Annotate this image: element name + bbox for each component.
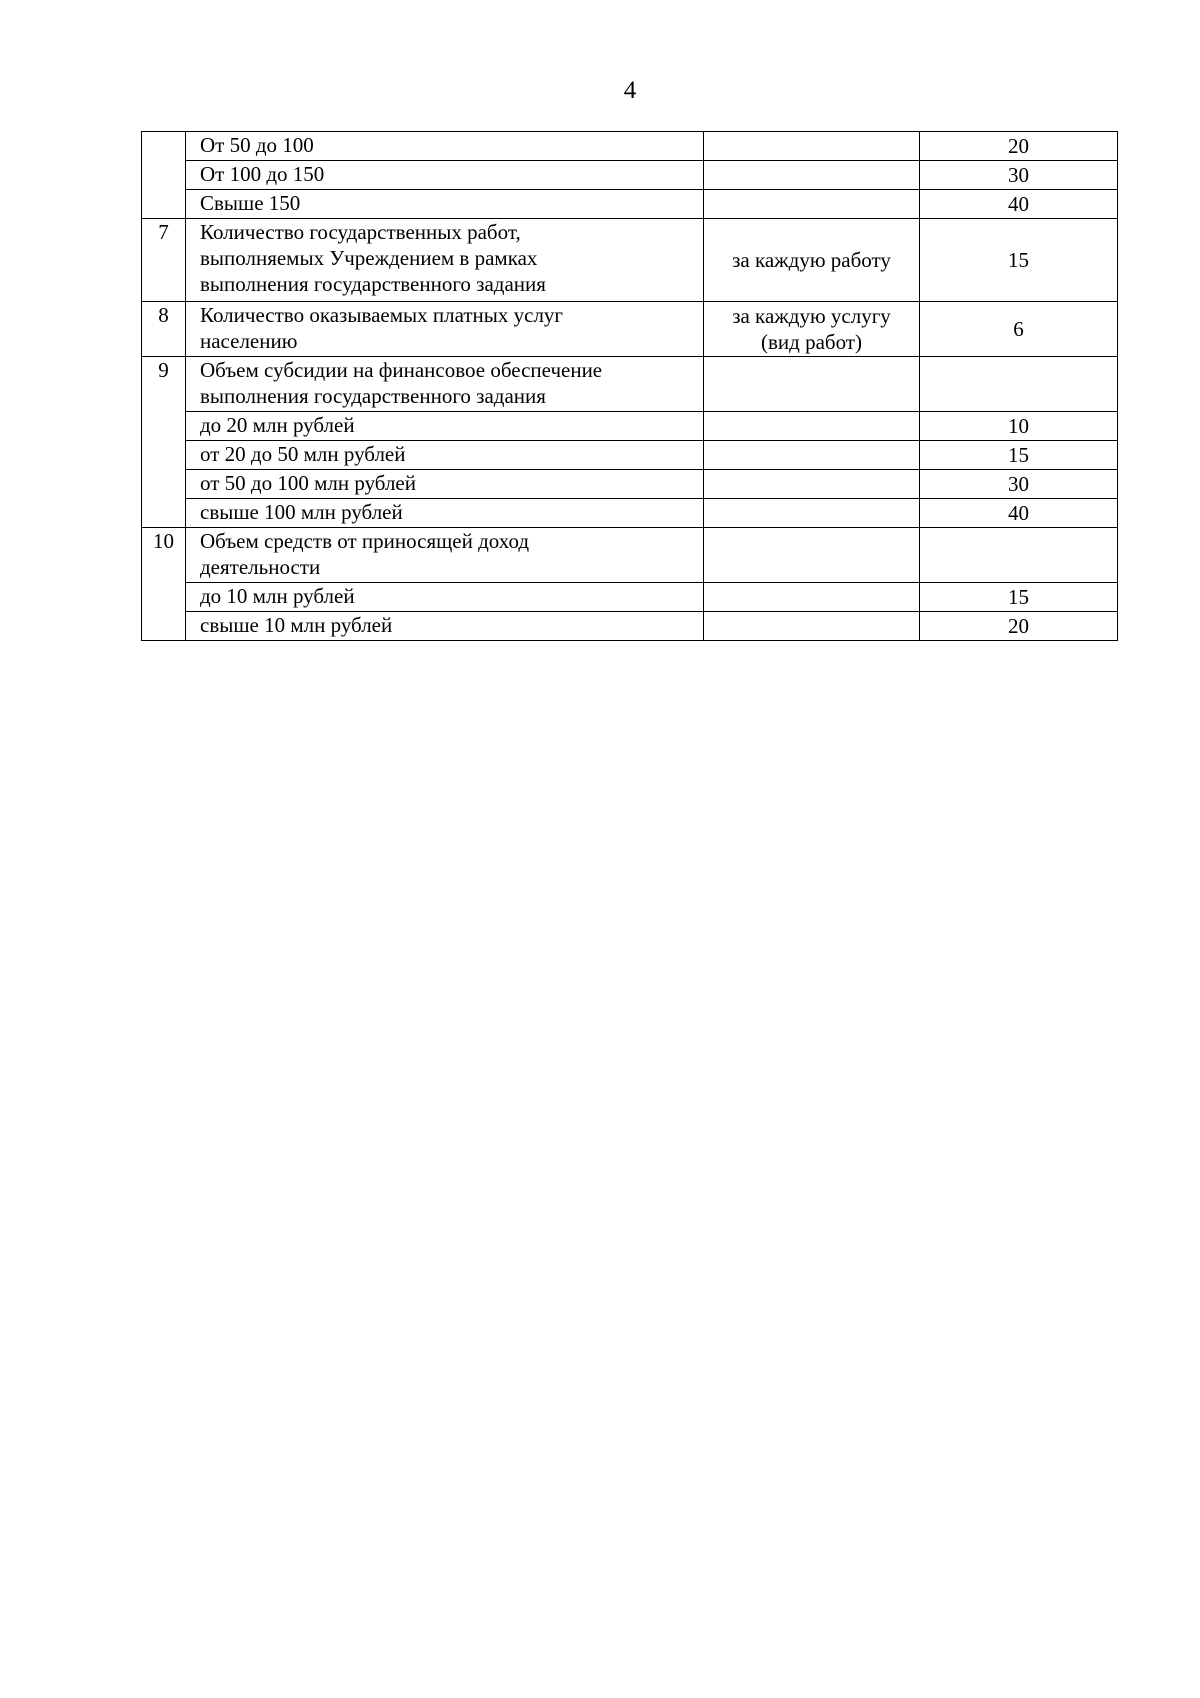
criterion-line: деятельности (200, 555, 321, 579)
score-cell (920, 528, 1118, 583)
criteria-table (141, 131, 1118, 641)
unit-cell (704, 132, 920, 161)
row-number-cell: 8 (142, 302, 186, 357)
unit-cell (704, 190, 920, 219)
score-cell: 30 (920, 161, 1118, 190)
criterion-line: Количество государственных работ, (200, 220, 521, 244)
criterion-line: Количество оказываемых платных услуг (200, 303, 564, 327)
criterion-line: выполнения государственного задания (200, 384, 546, 408)
table-row (142, 302, 1118, 357)
row-number-cell (142, 132, 186, 219)
score-cell: 6 (920, 302, 1118, 357)
unit-cell (704, 161, 920, 190)
score-cell: 15 (920, 441, 1118, 470)
criterion-cell: От 100 до 150 (186, 161, 704, 190)
unit-cell (704, 357, 920, 412)
score-cell: 40 (920, 190, 1118, 219)
unit-cell (704, 583, 920, 612)
criterion-line: выполняемых Учреждением в рамках (200, 246, 538, 270)
table-row (142, 357, 1118, 412)
unit-cell: за каждую работу (704, 219, 920, 302)
criterion-line: Объем субсидии на финансовое обеспечение (200, 358, 603, 382)
row-number-cell: 9 (142, 357, 186, 528)
table-row (142, 583, 1118, 612)
score-cell: 20 (920, 132, 1118, 161)
unit-cell (704, 528, 920, 583)
criterion-cell: до 20 млн рублей (186, 412, 704, 441)
table-row (142, 499, 1118, 528)
table-row (142, 161, 1118, 190)
criterion-line: населению (200, 329, 298, 353)
row-number-cell: 7 (142, 219, 186, 302)
criterion-cell: от 50 до 100 млн рублей (186, 470, 704, 499)
table-row (142, 528, 1118, 583)
table-row (142, 441, 1118, 470)
score-cell: 15 (920, 583, 1118, 612)
unit-cell (704, 302, 920, 357)
score-cell: 10 (920, 412, 1118, 441)
unit-cell (704, 441, 920, 470)
criterion-cell: от 20 до 50 млн рублей (186, 441, 704, 470)
table-row (142, 219, 1118, 302)
criterion-cell: свыше 10 млн рублей (186, 612, 704, 641)
criterion-cell (186, 302, 704, 357)
criterion-cell: свыше 100 млн рублей (186, 499, 704, 528)
criterion-cell: Свыше 150 (186, 190, 704, 219)
criterion-cell (186, 219, 704, 302)
unit-line: (вид работ) (761, 330, 862, 354)
criterion-cell (186, 528, 704, 583)
criterion-cell (186, 357, 704, 412)
criterion-line: Объем средств от приносящей доход (200, 529, 530, 553)
page-number: 4 (623, 77, 637, 104)
criterion-line: выполнения государственного задания (200, 272, 546, 296)
unit-cell (704, 612, 920, 641)
unit-line: за каждую услугу (732, 304, 891, 328)
table-row (142, 132, 1118, 161)
criterion-cell: От 50 до 100 (186, 132, 704, 161)
table-row (142, 612, 1118, 641)
score-cell (920, 357, 1118, 412)
unit-cell (704, 470, 920, 499)
score-cell: 20 (920, 612, 1118, 641)
score-cell: 40 (920, 499, 1118, 528)
row-number-cell: 10 (142, 528, 186, 641)
unit-cell (704, 499, 920, 528)
table-row (142, 412, 1118, 441)
score-cell: 30 (920, 470, 1118, 499)
unit-cell (704, 412, 920, 441)
criterion-cell: до 10 млн рублей (186, 583, 704, 612)
score-cell: 15 (920, 219, 1118, 302)
table-row (142, 190, 1118, 219)
table-row (142, 470, 1118, 499)
